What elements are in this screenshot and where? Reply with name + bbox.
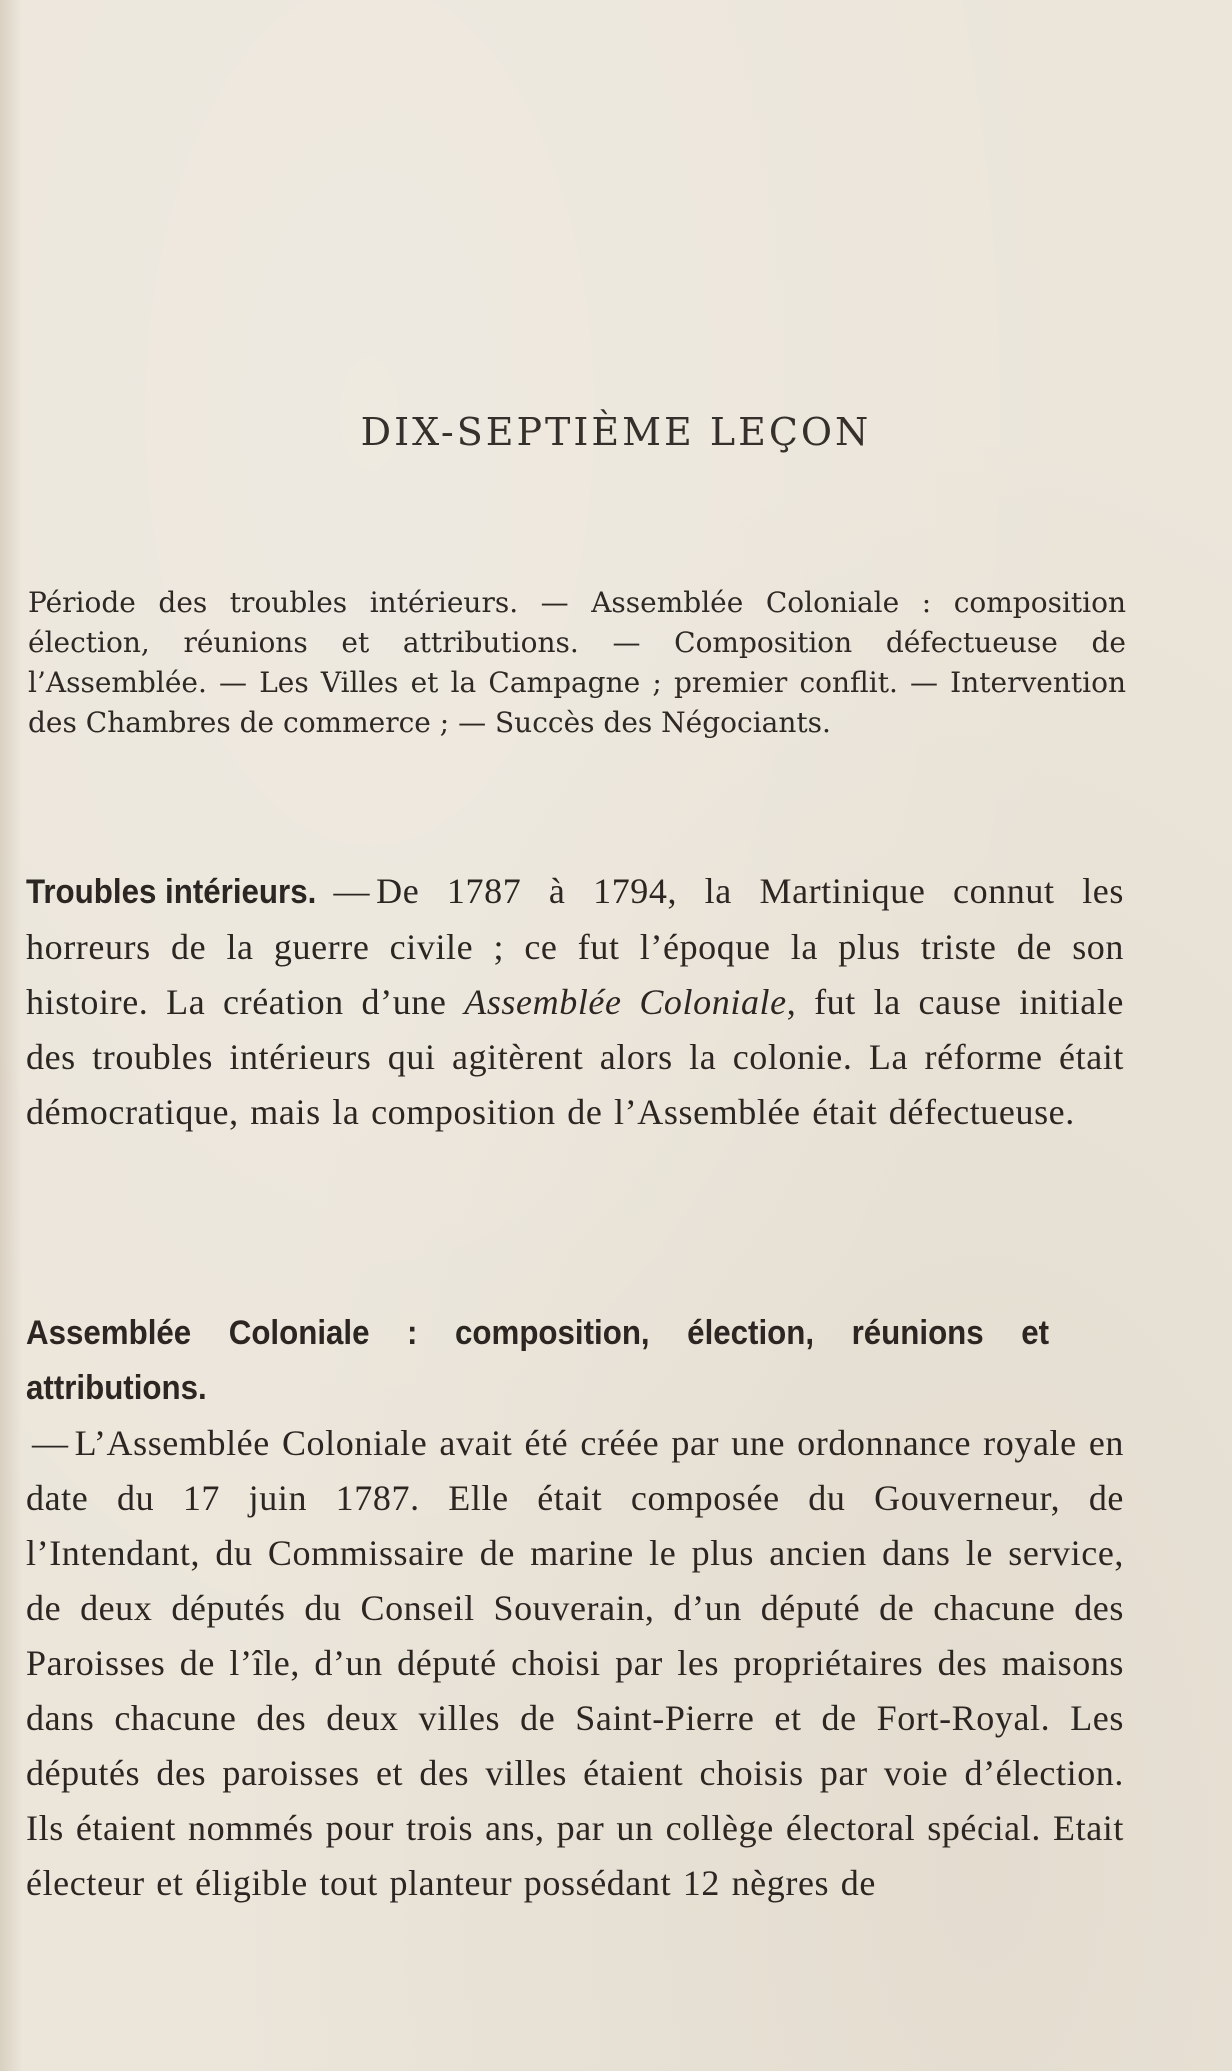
paragraph-text-part2: , fut la cause initiale des troubles intérieurs qui agitèrent alors la colonie. La réforme était démocratique, mais la composition de l’Assemblée était défectueuse. (26, 982, 1125, 1132)
paragraph-text-part1: De 1787 à 1794, la Martinique connut les horreurs de la guerre civile ; ce fut l’époque la plus triste de son histoire. La création d’une (26, 871, 1124, 1022)
chapter-summary: Période des troubles intérieurs. — Assemblée Coloniale : composition élection, réunions et attributions. — Composition défectueuse de l’Assemblée. — Les Villes et la Campagne ; premier conflit. — Intervention des Chambres de commerce ; — Succès des Négociants. (28, 586, 1126, 739)
section-heading-assemblee: Assemblée Coloniale : composition, élection, réunions et attributions. (26, 1314, 1050, 1407)
paragraph-troubles-interieurs (26, 864, 1124, 1140)
section-heading-troubles: Troubles intérieurs. (26, 873, 317, 911)
paragraph-assemblee-coloniale (26, 1306, 1124, 1911)
chapter-title: DIX-SEPTIÈME LEÇON (360, 410, 872, 454)
heading-dash: — (333, 871, 371, 911)
paragraph-text: L’Assemblée Coloniale avait été créée par une ordonnance royale en date du 17 juin 1787. Elle était composée du Gouverneur, de l’Intendant, du Commissaire de marine le plus ancien dans le service, de deux députés du Conseil Souverain, d’un député de chacune des Paroisses de l’île, d’un député choisi par les propriétaires des maisons dans chacune des deux villes de Saint-Pierre et de Fort-Royal. Les députés des paroisses et des villes étaient choisis par voie d’élection. Ils étaient nommés pour trois ans, par un collège électoral spécial. Etait électeur et éligible tout planteur possédant 12 nègres de (26, 1423, 1124, 1903)
heading-dash: — (32, 1423, 69, 1463)
emphasis-assemblee-coloniale: Assemblée Coloniale (464, 982, 787, 1022)
page-gutter-shadow (0, 0, 22, 2071)
